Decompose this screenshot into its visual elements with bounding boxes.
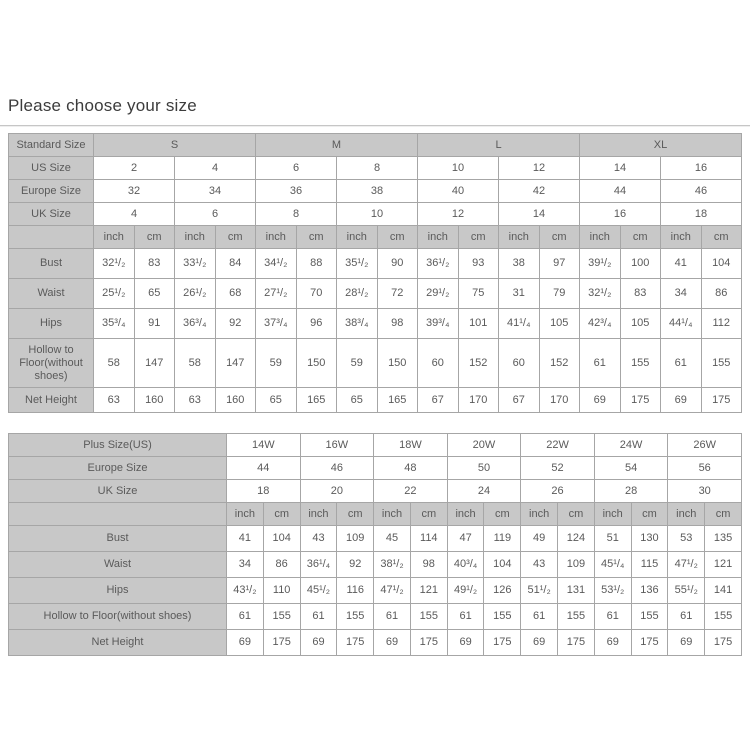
- cm-value-cell: 150: [377, 339, 418, 388]
- size-value-cell: 8: [337, 157, 418, 180]
- inch-value-cell: 61: [447, 604, 484, 630]
- cm-value-cell: 104: [701, 249, 742, 279]
- size-value-cell: 28: [594, 480, 668, 503]
- measurement-row: [9, 630, 742, 656]
- size-value-cell: 24: [447, 480, 521, 503]
- size-row: [9, 480, 742, 503]
- unit-inch-header: inch: [447, 503, 484, 526]
- inch-value-cell: 61: [227, 604, 264, 630]
- size-value-cell: 16W: [300, 434, 374, 457]
- unit-cm-header: cm: [539, 226, 580, 249]
- size-value-cell: 44: [580, 180, 661, 203]
- inch-value-cell: 36¹/₂: [418, 249, 459, 279]
- size-value-cell: 16: [580, 203, 661, 226]
- unit-inch-header: inch: [580, 226, 621, 249]
- inch-value-cell: 45¹/₄: [594, 552, 631, 578]
- inch-value-cell: 43¹/₂: [227, 578, 264, 604]
- inch-value-cell: 35³/₄: [94, 309, 135, 339]
- cm-value-cell: 70: [296, 279, 337, 309]
- measurement-label: Bust: [9, 249, 94, 279]
- size-value-cell: 44: [227, 457, 301, 480]
- cm-value-cell: 83: [134, 249, 175, 279]
- inch-value-cell: 59: [337, 339, 378, 388]
- cm-value-cell: 116: [337, 578, 374, 604]
- unit-inch-header: inch: [337, 226, 378, 249]
- inch-value-cell: 41: [661, 249, 702, 279]
- cm-value-cell: 97: [539, 249, 580, 279]
- unit-inch-header: inch: [594, 503, 631, 526]
- inch-value-cell: 45¹/₂: [300, 578, 337, 604]
- cm-value-cell: 155: [631, 604, 668, 630]
- inch-value-cell: 60: [499, 339, 540, 388]
- measurement-row: [9, 388, 742, 413]
- inch-value-cell: 69: [580, 388, 621, 413]
- size-value-cell: 14: [499, 203, 580, 226]
- unit-cm-header: cm: [484, 503, 521, 526]
- measurement-label: Net Height: [9, 388, 94, 413]
- cm-value-cell: 115: [631, 552, 668, 578]
- size-value-cell: 14W: [227, 434, 301, 457]
- measurement-label: Hips: [9, 309, 94, 339]
- row-label: Europe Size: [9, 457, 227, 480]
- measurement-row: [9, 279, 742, 309]
- cm-value-cell: 175: [701, 388, 742, 413]
- cm-value-cell: 175: [705, 630, 742, 656]
- inch-value-cell: 43: [521, 552, 558, 578]
- cm-value-cell: 98: [377, 309, 418, 339]
- inch-value-cell: 69: [668, 630, 705, 656]
- cm-value-cell: 155: [620, 339, 661, 388]
- cm-value-cell: 79: [539, 279, 580, 309]
- measurement-row: [9, 578, 742, 604]
- size-group-header: L: [418, 134, 580, 157]
- size-value-cell: 6: [256, 157, 337, 180]
- inch-value-cell: 63: [175, 388, 216, 413]
- inch-value-cell: 69: [521, 630, 558, 656]
- cm-value-cell: 155: [484, 604, 521, 630]
- unit-inch-header: inch: [300, 503, 337, 526]
- unit-cm-header: cm: [705, 503, 742, 526]
- cm-value-cell: 109: [558, 552, 595, 578]
- size-value-cell: 14: [580, 157, 661, 180]
- cm-value-cell: 104: [484, 552, 521, 578]
- inch-value-cell: 47: [447, 526, 484, 552]
- inch-value-cell: 61: [661, 339, 702, 388]
- unit-inch-header: inch: [418, 226, 459, 249]
- size-value-cell: 22W: [521, 434, 595, 457]
- size-value-cell: 22: [374, 480, 448, 503]
- cm-value-cell: 86: [701, 279, 742, 309]
- inch-value-cell: 29¹/₂: [418, 279, 459, 309]
- inch-value-cell: 61: [594, 604, 631, 630]
- size-row: [9, 203, 742, 226]
- cm-value-cell: 160: [215, 388, 256, 413]
- cm-value-cell: 175: [263, 630, 300, 656]
- cm-value-cell: 170: [458, 388, 499, 413]
- inch-value-cell: 61: [374, 604, 411, 630]
- cm-value-cell: 170: [539, 388, 580, 413]
- inch-value-cell: 38³/₄: [337, 309, 378, 339]
- inch-value-cell: 69: [447, 630, 484, 656]
- cm-value-cell: 131: [558, 578, 595, 604]
- cm-value-cell: 105: [620, 309, 661, 339]
- measurement-row: [9, 249, 742, 279]
- unit-cm-header: cm: [215, 226, 256, 249]
- cm-value-cell: 175: [484, 630, 521, 656]
- size-value-cell: 54: [594, 457, 668, 480]
- measurement-row: [9, 604, 742, 630]
- unit-cm-header: cm: [296, 226, 337, 249]
- standard-size-table: [8, 133, 742, 413]
- size-value-cell: 26W: [668, 434, 742, 457]
- measurement-row: [9, 339, 742, 388]
- cm-value-cell: 124: [558, 526, 595, 552]
- unit-cm-header: cm: [377, 226, 418, 249]
- size-value-cell: 2: [94, 157, 175, 180]
- size-value-cell: 50: [447, 457, 521, 480]
- size-row: [9, 457, 742, 480]
- inch-value-cell: 39³/₄: [418, 309, 459, 339]
- inch-value-cell: 59: [256, 339, 297, 388]
- measurement-row: [9, 526, 742, 552]
- cm-value-cell: 98: [410, 552, 447, 578]
- unit-inch-header: inch: [374, 503, 411, 526]
- unit-inch-header: inch: [175, 226, 216, 249]
- inch-value-cell: 26¹/₂: [175, 279, 216, 309]
- size-group-row: [9, 134, 742, 157]
- cm-value-cell: 75: [458, 279, 499, 309]
- measurement-label: Bust: [9, 526, 227, 552]
- unit-cm-header: cm: [631, 503, 668, 526]
- units-row: [9, 226, 742, 249]
- measurement-row: [9, 552, 742, 578]
- size-value-cell: 30: [668, 480, 742, 503]
- inch-value-cell: 47¹/₂: [374, 578, 411, 604]
- cm-value-cell: 92: [215, 309, 256, 339]
- row-label: US Size: [9, 157, 94, 180]
- inch-value-cell: 58: [175, 339, 216, 388]
- cm-value-cell: 65: [134, 279, 175, 309]
- cm-value-cell: 92: [337, 552, 374, 578]
- inch-value-cell: 53¹/₂: [594, 578, 631, 604]
- inch-value-cell: 41¹/₄: [499, 309, 540, 339]
- size-value-cell: 46: [300, 457, 374, 480]
- cm-value-cell: 155: [705, 604, 742, 630]
- inch-value-cell: 33¹/₂: [175, 249, 216, 279]
- unit-cm-header: cm: [620, 226, 661, 249]
- cm-value-cell: 175: [620, 388, 661, 413]
- cm-value-cell: 150: [296, 339, 337, 388]
- unit-cm-header: cm: [410, 503, 447, 526]
- size-row: [9, 180, 742, 203]
- page-title: Please choose your size: [8, 96, 197, 115]
- corner-label: Standard Size: [9, 134, 94, 157]
- size-value-cell: 18: [227, 480, 301, 503]
- inch-value-cell: 41: [227, 526, 264, 552]
- inch-value-cell: 43: [300, 526, 337, 552]
- unit-inch-header: inch: [499, 226, 540, 249]
- unit-inch-header: inch: [94, 226, 135, 249]
- inch-value-cell: 36³/₄: [175, 309, 216, 339]
- inch-value-cell: 61: [668, 604, 705, 630]
- cm-value-cell: 152: [539, 339, 580, 388]
- row-label: Europe Size: [9, 180, 94, 203]
- size-value-cell: 46: [661, 180, 742, 203]
- unit-cm-header: cm: [263, 503, 300, 526]
- inch-value-cell: 69: [661, 388, 702, 413]
- size-value-cell: 10: [337, 203, 418, 226]
- inch-value-cell: 44¹/₄: [661, 309, 702, 339]
- inch-value-cell: 31: [499, 279, 540, 309]
- cm-value-cell: 104: [263, 526, 300, 552]
- inch-value-cell: 69: [300, 630, 337, 656]
- inch-value-cell: 67: [418, 388, 459, 413]
- inch-value-cell: 25¹/₂: [94, 279, 135, 309]
- unit-cm-header: cm: [558, 503, 595, 526]
- unit-cm-header: cm: [701, 226, 742, 249]
- inch-value-cell: 49¹/₂: [447, 578, 484, 604]
- cm-value-cell: 83: [620, 279, 661, 309]
- size-value-cell: 32: [94, 180, 175, 203]
- size-value-cell: 40: [418, 180, 499, 203]
- cm-value-cell: 175: [337, 630, 374, 656]
- cm-value-cell: 109: [337, 526, 374, 552]
- inch-value-cell: 32¹/₂: [580, 279, 621, 309]
- cm-value-cell: 90: [377, 249, 418, 279]
- inch-value-cell: 51¹/₂: [521, 578, 558, 604]
- size-value-cell: 8: [256, 203, 337, 226]
- cm-value-cell: 155: [337, 604, 374, 630]
- row-label: UK Size: [9, 203, 94, 226]
- inch-value-cell: 32¹/₂: [94, 249, 135, 279]
- inch-value-cell: 63: [94, 388, 135, 413]
- inch-value-cell: 60: [418, 339, 459, 388]
- cm-value-cell: 155: [263, 604, 300, 630]
- size-group-header: M: [256, 134, 418, 157]
- size-value-cell: 24W: [594, 434, 668, 457]
- size-value-cell: 48: [374, 457, 448, 480]
- inch-value-cell: 37³/₄: [256, 309, 297, 339]
- cm-value-cell: 114: [410, 526, 447, 552]
- cm-value-cell: 93: [458, 249, 499, 279]
- units-row: [9, 503, 742, 526]
- size-value-cell: 52: [521, 457, 595, 480]
- cm-value-cell: 119: [484, 526, 521, 552]
- units-corner: [9, 503, 227, 526]
- cm-value-cell: 155: [558, 604, 595, 630]
- measurement-label: Hips: [9, 578, 227, 604]
- inch-value-cell: 69: [227, 630, 264, 656]
- inch-value-cell: 53: [668, 526, 705, 552]
- size-value-cell: 42: [499, 180, 580, 203]
- cm-value-cell: 130: [631, 526, 668, 552]
- cm-value-cell: 175: [410, 630, 447, 656]
- size-value-cell: 6: [175, 203, 256, 226]
- inch-value-cell: 55¹/₂: [668, 578, 705, 604]
- inch-value-cell: 28¹/₂: [337, 279, 378, 309]
- cm-value-cell: 91: [134, 309, 175, 339]
- cm-value-cell: 160: [134, 388, 175, 413]
- inch-value-cell: 67: [499, 388, 540, 413]
- measurement-label: Net Height: [9, 630, 227, 656]
- cm-value-cell: 126: [484, 578, 521, 604]
- title-separator: [0, 125, 750, 127]
- inch-value-cell: 38¹/₂: [374, 552, 411, 578]
- size-value-cell: 12: [418, 203, 499, 226]
- size-value-cell: 34: [175, 180, 256, 203]
- cm-value-cell: 155: [701, 339, 742, 388]
- cm-value-cell: 86: [263, 552, 300, 578]
- cm-value-cell: 112: [701, 309, 742, 339]
- row-label: Plus Size(US): [9, 434, 227, 457]
- inch-value-cell: 42³/₄: [580, 309, 621, 339]
- cm-value-cell: 100: [620, 249, 661, 279]
- size-value-cell: 26: [521, 480, 595, 503]
- inch-value-cell: 69: [374, 630, 411, 656]
- cm-value-cell: 96: [296, 309, 337, 339]
- inch-value-cell: 47¹/₂: [668, 552, 705, 578]
- cm-value-cell: 121: [705, 552, 742, 578]
- inch-value-cell: 61: [521, 604, 558, 630]
- units-corner: [9, 226, 94, 249]
- unit-inch-header: inch: [227, 503, 264, 526]
- size-value-cell: 36: [256, 180, 337, 203]
- size-value-cell: 4: [175, 157, 256, 180]
- unit-cm-header: cm: [458, 226, 499, 249]
- size-value-cell: 20: [300, 480, 374, 503]
- size-value-cell: 38: [337, 180, 418, 203]
- cm-value-cell: 135: [705, 526, 742, 552]
- cm-value-cell: 152: [458, 339, 499, 388]
- cm-value-cell: 147: [134, 339, 175, 388]
- row-label: UK Size: [9, 480, 227, 503]
- size-value-cell: 12: [499, 157, 580, 180]
- inch-value-cell: 34¹/₂: [256, 249, 297, 279]
- inch-value-cell: 36¹/₄: [300, 552, 337, 578]
- size-group-header: XL: [580, 134, 742, 157]
- unit-inch-header: inch: [521, 503, 558, 526]
- inch-value-cell: 51: [594, 526, 631, 552]
- inch-value-cell: 49: [521, 526, 558, 552]
- cm-value-cell: 175: [558, 630, 595, 656]
- cm-value-cell: 84: [215, 249, 256, 279]
- cm-value-cell: 165: [296, 388, 337, 413]
- unit-inch-header: inch: [256, 226, 297, 249]
- inch-value-cell: 61: [580, 339, 621, 388]
- unit-cm-header: cm: [134, 226, 175, 249]
- cm-value-cell: 101: [458, 309, 499, 339]
- size-value-cell: 18: [661, 203, 742, 226]
- cm-value-cell: 175: [631, 630, 668, 656]
- plus-size-table: [8, 433, 742, 656]
- inch-value-cell: 40³/₄: [447, 552, 484, 578]
- inch-value-cell: 38: [499, 249, 540, 279]
- inch-value-cell: 69: [594, 630, 631, 656]
- size-value-cell: 4: [94, 203, 175, 226]
- cm-value-cell: 110: [263, 578, 300, 604]
- cm-value-cell: 141: [705, 578, 742, 604]
- inch-value-cell: 58: [94, 339, 135, 388]
- inch-value-cell: 65: [256, 388, 297, 413]
- inch-value-cell: 45: [374, 526, 411, 552]
- cm-value-cell: 105: [539, 309, 580, 339]
- cm-value-cell: 72: [377, 279, 418, 309]
- cm-value-cell: 165: [377, 388, 418, 413]
- inch-value-cell: 39¹/₂: [580, 249, 621, 279]
- measurement-label: Waist: [9, 552, 227, 578]
- measurement-label: Waist: [9, 279, 94, 309]
- size-value-cell: 20W: [447, 434, 521, 457]
- inch-value-cell: 65: [337, 388, 378, 413]
- measurement-label: Hollow to Floor(without shoes): [9, 339, 94, 388]
- size-row: [9, 434, 742, 457]
- size-group-header: S: [94, 134, 256, 157]
- size-row: [9, 157, 742, 180]
- cm-value-cell: 147: [215, 339, 256, 388]
- cm-value-cell: 155: [410, 604, 447, 630]
- size-value-cell: 56: [668, 457, 742, 480]
- inch-value-cell: 35¹/₂: [337, 249, 378, 279]
- size-value-cell: 16: [661, 157, 742, 180]
- cm-value-cell: 88: [296, 249, 337, 279]
- inch-value-cell: 61: [300, 604, 337, 630]
- size-value-cell: 18W: [374, 434, 448, 457]
- inch-value-cell: 27¹/₂: [256, 279, 297, 309]
- unit-inch-header: inch: [668, 503, 705, 526]
- measurement-label: Hollow to Floor(without shoes): [9, 604, 227, 630]
- measurement-row: [9, 309, 742, 339]
- unit-inch-header: inch: [661, 226, 702, 249]
- unit-cm-header: cm: [337, 503, 374, 526]
- cm-value-cell: 136: [631, 578, 668, 604]
- cm-value-cell: 121: [410, 578, 447, 604]
- inch-value-cell: 34: [661, 279, 702, 309]
- size-value-cell: 10: [418, 157, 499, 180]
- inch-value-cell: 34: [227, 552, 264, 578]
- cm-value-cell: 68: [215, 279, 256, 309]
